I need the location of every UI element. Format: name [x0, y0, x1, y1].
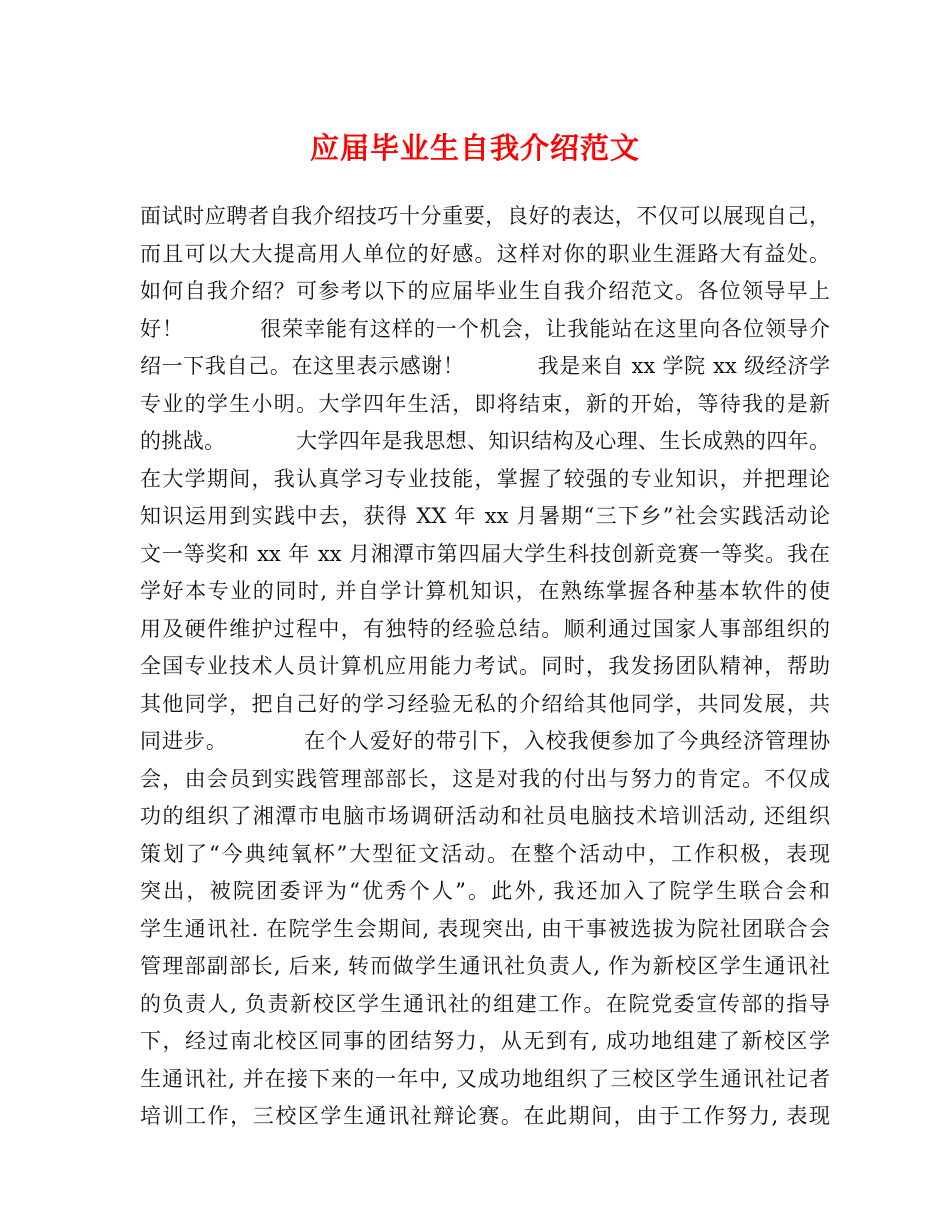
body-line: 全国专业技术人员计算机应用能力考试。同时，我发扬团队精神，帮助	[140, 654, 830, 678]
body-line: 管理部副部长, 后来, 转而做学生通讯社负责人, 作为新校区学生通讯社	[140, 954, 830, 978]
body-line: 面试时应聘者自我介绍技巧十分重要，良好的表达，不仅可以展现自己，	[140, 204, 830, 228]
body-line: 下，经过南北校区同事的团结努力，从无到有, 成功地组建了新校区学	[140, 1029, 830, 1053]
body-line: 的挑战。 大学四年是我思想、知识结构及心理、生长成熟的四年。	[140, 429, 830, 453]
body-line: 会，由会员到实践管理部部长，这是对我的付出与努力的肯定。不仅成	[140, 766, 830, 791]
body-line: 而且可以大大提高用人单位的好感。这样对你的职业生涯路大有益处。	[140, 241, 830, 266]
body-line: 同进步。 在个人爱好的带引下，入校我便参加了今典经济管理协	[140, 729, 830, 753]
body-line: 学生通讯社. 在院学生会期间, 表现突出, 由干事被选拔为院社团联合会	[140, 916, 830, 941]
body-line: 好！ 很荣幸能有这样的一个机会，让我能站在这里向各位领导介	[140, 316, 830, 341]
body-line: 文一等奖和 xx 年 xx 月湘潭市第四届大学生科技创新竞赛一等奖。我在	[140, 541, 830, 566]
body-line: 生通讯社, 并在接下来的一年中, 又成功地组织了三校区学生通讯社记者	[140, 1066, 830, 1091]
body-line: 知识运用到实践中去，获得 XX 年 xx 月暑期“三下乡”社会实践活动论	[140, 504, 830, 528]
body-line: 绍一下我自己。在这里表示感谢！ 我是来自 xx 学院 xx 级经济学	[140, 354, 830, 378]
body-line: 策划了“今典纯氧杯”大型征文活动。在整个活动中，工作积极，表现	[140, 841, 830, 866]
body-line: 如何自我介绍？可参考以下的应届毕业生自我介绍范文。各位领导早上	[140, 279, 830, 303]
body-line: 培训工作，三校区学生通讯社辩论赛。在此期间，由于工作努力, 表现	[140, 1104, 830, 1128]
body-line: 专业的学生小明。大学四年生活，即将结束，新的开始，等待我的是新	[140, 391, 830, 416]
body-line: 用及硬件维护过程中，有独特的经验总结。顺利通过国家人事部组织的	[140, 616, 830, 641]
document-body	[140, 198, 830, 1136]
body-line: 学好本专业的同时, 并自学计算机知识，在熟练掌握各种基本软件的使	[140, 579, 830, 603]
body-line: 在大学期间，我认真学习专业技能，掌握了较强的专业知识，并把理论	[140, 466, 830, 491]
body-line: 的负责人, 负责新校区学生通讯社的组建工作。在院党委宣传部的指导	[140, 991, 830, 1016]
body-line: 其他同学，把自己好的学习经验无私的介绍给其他同学，共同发展，共	[140, 691, 830, 716]
document-title: 应届毕业生自我介绍范文	[309, 131, 640, 165]
body-line: 功的组织了湘潭市电脑市场调研活动和社员电脑技术培训活动, 还组织	[140, 804, 830, 828]
body-line: 突出，被院团委评为“优秀个人”。此外, 我还加入了院学生联合会和	[140, 879, 830, 903]
